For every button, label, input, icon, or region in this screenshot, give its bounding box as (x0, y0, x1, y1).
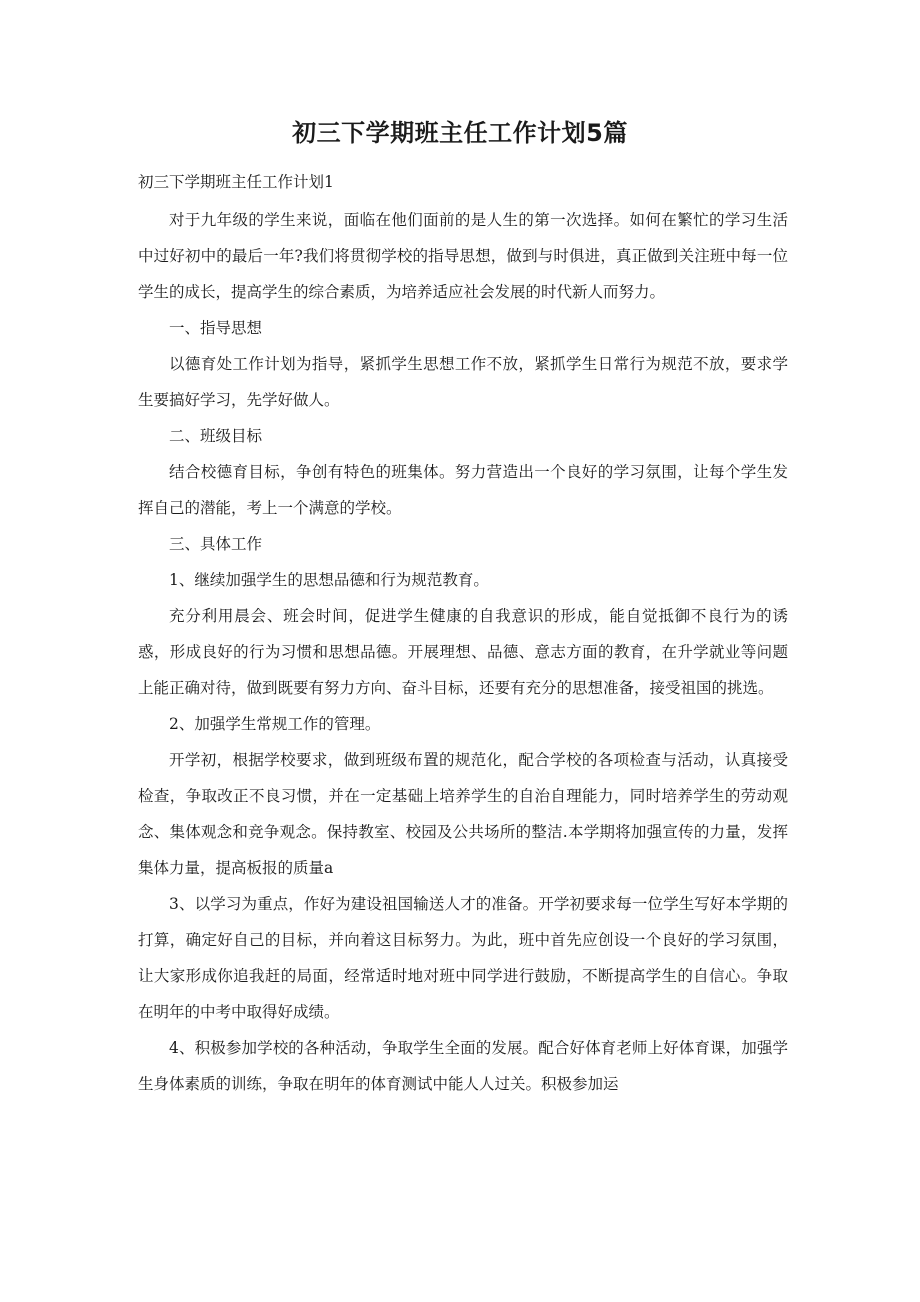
document-body (138, 202, 788, 1102)
intro-paragraph: 对于九年级的学生来说，面临在他们面前的是人生的第一次选择。如何在繁忙的学习生活中过好初中的最后一年?我们将贯彻学校的指导思想，做到与时俱进，真正做到关注班中每一位学生的成长，提高学生的综合素质，为培养适应社会发展的时代新人而努力。 (138, 211, 788, 301)
item-paragraph-3: 3、以学习为重点，作好为建设祖国输送人才的准备。开学初要求每一位学生写好本学期的打算，确定好自己的目标，并向着这目标努力。为此，班中首先应创设一个良好的学习氛围，让大家形成你追我赶的局面，经常适时地对班中同学进行鼓励，不断提高学生的自信心。争取在明年的中考中取得好成绩。 (138, 895, 788, 1021)
section-heading-class-goal: 二、班级目标 (169, 427, 263, 445)
section-heading-specific-work: 三、具体工作 (169, 535, 263, 553)
guiding-thought-paragraph: 以德育处工作计划为指导，紧抓学生思想工作不放，紧抓学生日常行为规范不放，要求学生要搞好学习，先学好做人。 (138, 355, 788, 409)
item-paragraph-1: 充分利用晨会、班会时间，促进学生健康的自我意识的形成，能自觉抵御不良行为的诱惑，形成良好的行为习惯和思想品德。开展理想、品德、意志方面的教育，在升学就业等问题上能正确对待，做到既要有努力方向、奋斗目标，还要有充分的思想准备，接受祖国的挑选。 (138, 607, 788, 697)
item-heading-1: 1、继续加强学生的思想品德和行为规范教育。 (169, 571, 489, 589)
document-title: 初三下学期班主任工作计划5篇 (292, 119, 628, 147)
item-heading-2: 2、加强学生常规工作的管理。 (169, 715, 381, 733)
item-paragraph-2: 开学初，根据学校要求，做到班级布置的规范化，配合学校的各项检查与活动，认真接受检查，争取改正不良习惯，并在一定基础上培养学生的自治自理能力，同时培养学生的劳动观念、集体观念和竞争观念。保持教室、校园及公共场所的整洁.本学期将加强宣传的力量，发挥集体力量，提高板报的质量a (138, 751, 788, 877)
item-paragraph-4: 4、积极参加学校的各种活动，争取学生全面的发展。配合好体育老师上好体育课，加强学生身体素质的训练，争取在明年的体育测试中能人人过关。积极参加运 (138, 1039, 788, 1093)
document-subtitle: 初三下学期班主任工作计划1 (138, 173, 334, 191)
section-heading-guiding-thought: 一、指导思想 (169, 319, 263, 337)
class-goal-paragraph: 结合校德育目标，争创有特色的班集体。努力营造出一个良好的学习氛围，让每个学生发挥自己的潜能，考上一个满意的学校。 (138, 463, 788, 517)
